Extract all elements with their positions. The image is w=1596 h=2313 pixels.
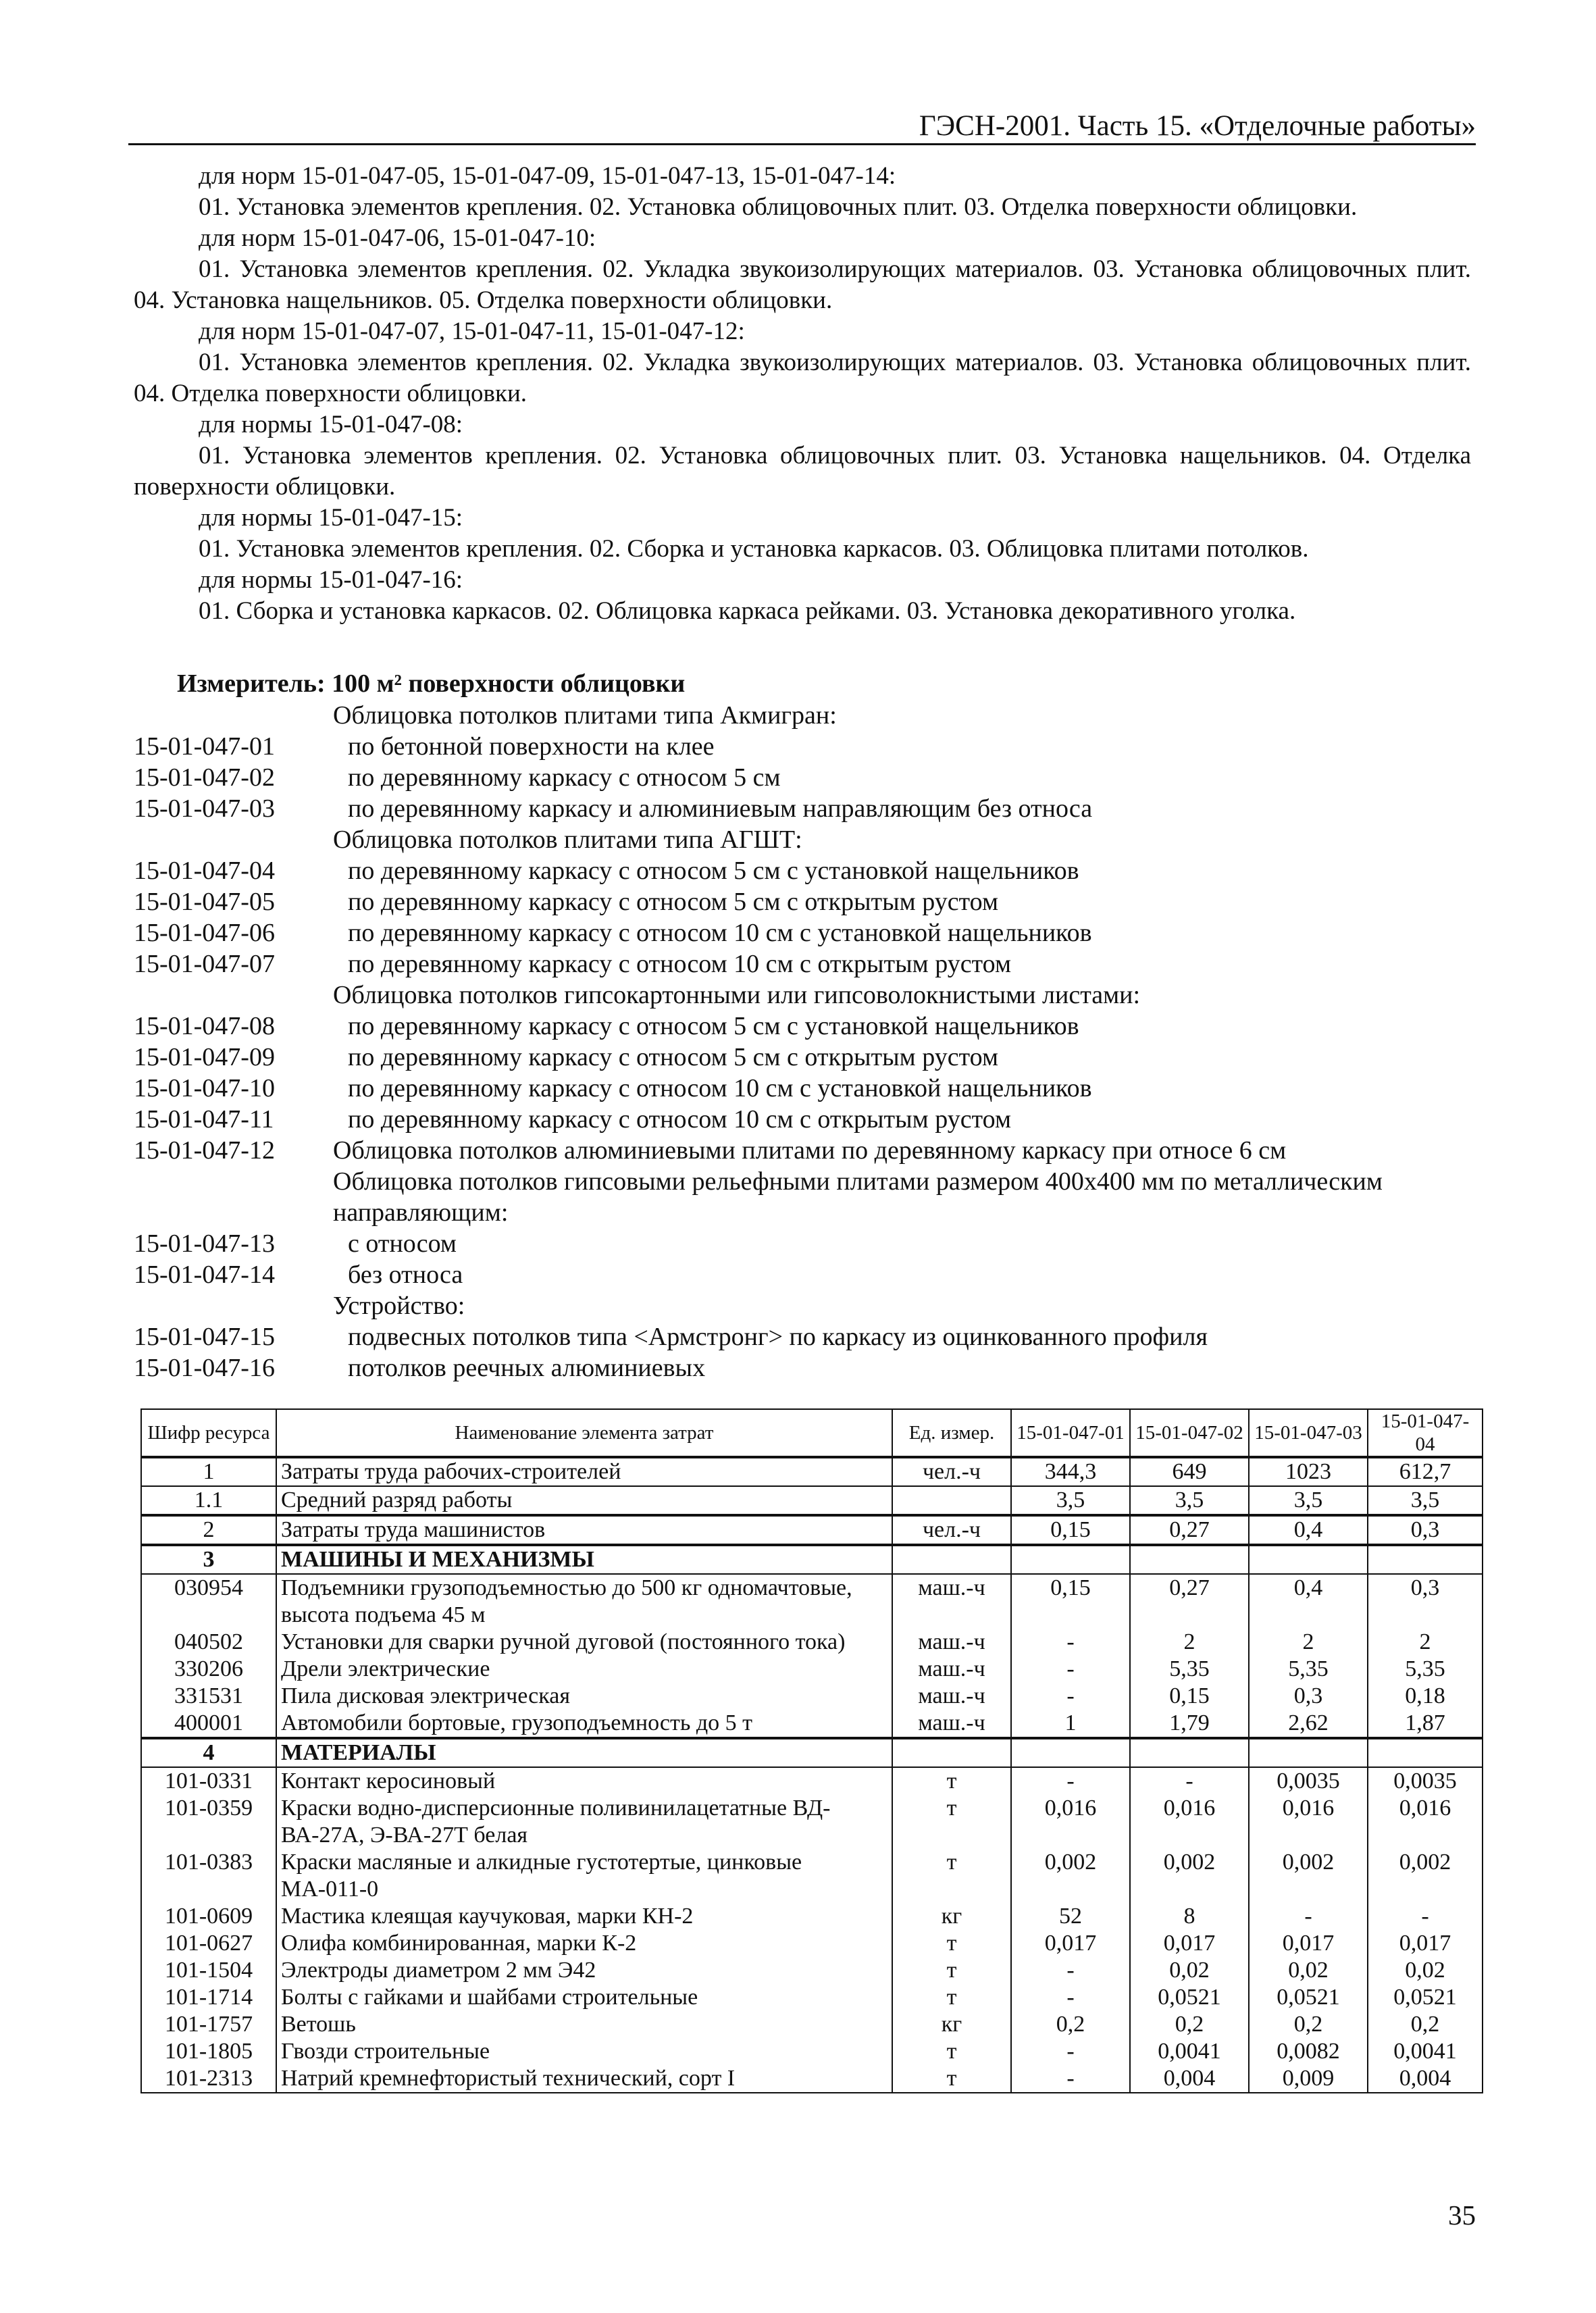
cell-value: 0,0035 — [1249, 1767, 1368, 1795]
cell-unit: т — [892, 1930, 1011, 1957]
norm-description: потолков реечных алюминиевых — [348, 1354, 706, 1382]
table-row — [141, 1795, 1483, 1849]
cell-value: 2,62 — [1249, 1710, 1368, 1738]
cell-resource-name: Электроды диаметром 2 мм Э42 — [276, 1957, 892, 1984]
measure-unit: Измеритель: 100 м² поверхности облицовки — [177, 669, 686, 698]
norm-row — [134, 886, 1481, 917]
cell-resource-code: 2 — [141, 1515, 276, 1545]
cell-resource-name: Ветошь — [276, 2011, 892, 2038]
norms-list — [134, 700, 1481, 1383]
norm-row — [134, 1104, 1481, 1135]
cell-unit: кг — [892, 1903, 1011, 1930]
cell-value: 0,0041 — [1130, 2038, 1249, 2065]
cell-value: 0,0521 — [1130, 1984, 1249, 2011]
norm-code: 15-01-047-16 — [134, 1354, 275, 1382]
cell-value: 0,017 — [1130, 1930, 1249, 1957]
norm-code: 15-01-047-09 — [134, 1043, 275, 1071]
cell-value: 0,016 — [1011, 1795, 1130, 1849]
cell-resource-code: 101-2313 — [141, 2065, 276, 2093]
cell-resource-name: Подъемники грузоподъемностью до 500 кг одномачтовые, высота подъема 45 м — [276, 1574, 892, 1629]
norm-description: Облицовка потолков плитами типа АГШТ: — [333, 825, 802, 854]
table-header-row — [141, 1409, 1483, 1457]
cell-value: 52 — [1011, 1903, 1130, 1930]
table-row — [141, 1656, 1483, 1683]
cell-value: 0,004 — [1130, 2065, 1249, 2093]
norm-row — [134, 1166, 1481, 1228]
norm-description: с относом — [348, 1229, 457, 1258]
cell-value — [1130, 1738, 1249, 1767]
cell-resource-name: Болты с гайками и шайбами строительные — [276, 1984, 892, 2011]
operations-text: 01. Установка элементов крепления. 02. Установка облицовочных плит. 03. Отделка поверхности облицовки. — [199, 193, 1358, 221]
cell-value: 0,0035 — [1368, 1767, 1483, 1795]
norm-code: 15-01-047-05 — [134, 888, 275, 916]
cell-value: 0,15 — [1011, 1515, 1130, 1545]
norm-description: подвесных потолков типа <Армстронг> по каркасу из оцинкованного профиля — [348, 1323, 1208, 1351]
cell-value: 1023 — [1249, 1457, 1368, 1486]
cell-value — [1130, 1545, 1249, 1574]
norm-description: по бетонной поверхности на клее — [348, 732, 715, 761]
cell-value: 0,2 — [1249, 2011, 1368, 2038]
header-cell-norm-04: 15-01-047-04 — [1368, 1409, 1483, 1457]
cell-value: 0,002 — [1130, 1849, 1249, 1903]
page-number: 35 — [1448, 2200, 1476, 2231]
cell-resource-code: 1.1 — [141, 1486, 276, 1515]
operations-text: 01. Установка элементов крепления. 02. Сборка и установка каркасов. 03. Облицовка плитами потолков. — [199, 535, 1309, 563]
cell-value: - — [1011, 1984, 1130, 2011]
table-row — [141, 2038, 1483, 2065]
cell-value: - — [1130, 1767, 1249, 1795]
cell-value — [1011, 1738, 1130, 1767]
norm-code — [134, 700, 333, 731]
cell-resource-name: Контакт керосиновый — [276, 1767, 892, 1795]
cell-value: 0,2 — [1011, 2011, 1130, 2038]
cell-value: 3,5 — [1249, 1486, 1368, 1515]
norm-code — [134, 1166, 333, 1228]
table-row — [141, 1984, 1483, 2011]
norm-code: 15-01-047-06 — [134, 919, 275, 947]
norm-description: Устройство: — [333, 1292, 465, 1320]
cell-value: - — [1011, 2065, 1130, 2093]
cell-value: 0,3 — [1368, 1515, 1483, 1545]
table-row — [141, 2065, 1483, 2093]
cell-resource-name: Дрели электрические — [276, 1656, 892, 1683]
cell-unit: т — [892, 1957, 1011, 1984]
cell-unit — [892, 1486, 1011, 1515]
cell-value: - — [1011, 1683, 1130, 1710]
cell-value: - — [1011, 1629, 1130, 1656]
cell-unit — [892, 1738, 1011, 1767]
cell-value: 0,002 — [1011, 1849, 1130, 1903]
cell-resource-name: Автомобили бортовые, грузоподъемность до 5 т — [276, 1710, 892, 1738]
cell-unit: чел.-ч — [892, 1515, 1011, 1545]
norm-group-heading: для норм 15-01-047-05, 15-01-047-09, 15-01-047-13, 15-01-047-14: — [199, 162, 896, 190]
norm-code: 15-01-047-15 — [134, 1323, 275, 1351]
cell-resource-name: Пила дисковая электрическая — [276, 1683, 892, 1710]
norm-row — [134, 793, 1481, 824]
cell-resource-code: 4 — [141, 1738, 276, 1767]
cell-resource-name: Краски масляные и алкидные густотертые, цинковые МА-011-0 — [276, 1849, 892, 1903]
header-cell-code: Шифр ресурса — [141, 1409, 276, 1457]
norm-row — [134, 917, 1481, 948]
cell-value: 0,27 — [1130, 1515, 1249, 1545]
table-row — [141, 1574, 1483, 1629]
cell-value: 612,7 — [1368, 1457, 1483, 1486]
header-cell-norm-01: 15-01-047-01 — [1011, 1409, 1130, 1457]
cell-value: - — [1368, 1903, 1483, 1930]
cell-unit: т — [892, 2038, 1011, 2065]
cell-value: 0,016 — [1130, 1795, 1249, 1849]
norm-code: 15-01-047-11 — [134, 1105, 274, 1134]
table-row — [141, 1545, 1483, 1574]
cell-value: 0,02 — [1130, 1957, 1249, 1984]
cell-value: 0,0082 — [1249, 2038, 1368, 2065]
norm-description: по деревянному каркасу и алюминиевым направляющим без относа — [348, 794, 1093, 823]
norm-row — [134, 1259, 1481, 1290]
cell-value — [1249, 1738, 1368, 1767]
cell-unit: т — [892, 2065, 1011, 2093]
resource-table — [140, 1408, 1483, 2093]
cell-resource-name: Краски водно-дисперсионные поливинилацетатные ВД-ВА-27А, Э-ВА-27Т белая — [276, 1795, 892, 1849]
cell-value: - — [1011, 1957, 1130, 1984]
norm-code: 15-01-047-01 — [134, 732, 275, 761]
cell-value: 2 — [1368, 1629, 1483, 1656]
cell-value: 0,009 — [1249, 2065, 1368, 2093]
table-row — [141, 1903, 1483, 1930]
operations-text: 01. Сборка и установка каркасов. 02. Облицовка каркаса рейками. 03. Установка декоративного уголка. — [199, 597, 1296, 625]
cell-unit: маш.-ч — [892, 1574, 1011, 1629]
cell-value — [1011, 1545, 1130, 1574]
cell-unit: маш.-ч — [892, 1629, 1011, 1656]
cell-value: 0,0521 — [1249, 1984, 1368, 2011]
cell-resource-name: Затраты труда рабочих-строителей — [276, 1457, 892, 1486]
norm-description: по деревянному каркасу с относом 5 см с открытым рустом — [348, 1043, 998, 1071]
cell-resource-name: Гвозди строительные — [276, 2038, 892, 2065]
cell-value: 5,35 — [1249, 1656, 1368, 1683]
cell-unit: чел.-ч — [892, 1457, 1011, 1486]
norm-code: 15-01-047-13 — [134, 1229, 275, 1258]
cell-unit: т — [892, 1767, 1011, 1795]
header-cell-unit: Ед. измер. — [892, 1409, 1011, 1457]
norm-description: по деревянному каркасу с относом 5 см с установкой нащельников — [348, 857, 1079, 885]
cell-value: 0,017 — [1249, 1930, 1368, 1957]
table-row — [141, 1738, 1483, 1767]
table-row — [141, 1957, 1483, 1984]
cell-value: 344,3 — [1011, 1457, 1130, 1486]
cell-unit: маш.-ч — [892, 1683, 1011, 1710]
cell-value: 3,5 — [1130, 1486, 1249, 1515]
norm-description: по деревянному каркасу с относом 10 см с установкой нащельников — [348, 1074, 1092, 1102]
norm-row — [134, 1228, 1481, 1259]
cell-value: 0,3 — [1249, 1683, 1368, 1710]
cell-value: 8 — [1130, 1903, 1249, 1930]
table-row — [141, 1629, 1483, 1656]
header-cell-norm-03: 15-01-047-03 — [1249, 1409, 1368, 1457]
cell-value — [1368, 1738, 1483, 1767]
norm-code — [134, 824, 333, 855]
cell-value: 0,017 — [1368, 1930, 1483, 1957]
norm-row — [134, 980, 1481, 1011]
norm-row — [134, 1321, 1481, 1352]
cell-value: - — [1249, 1903, 1368, 1930]
table-row — [141, 1767, 1483, 1795]
cell-resource-code: 101-0383 — [141, 1849, 276, 1903]
page-header — [128, 107, 1476, 145]
norm-description: по деревянному каркасу с относом 5 см с установкой нащельников — [348, 1012, 1079, 1040]
cell-value — [1368, 1545, 1483, 1574]
norm-code: 15-01-047-04 — [134, 857, 275, 885]
cell-value: 0,3 — [1368, 1574, 1483, 1629]
norm-description: без относа — [348, 1261, 463, 1289]
cell-resource-code: 101-1504 — [141, 1957, 276, 1984]
norm-row — [134, 824, 1481, 855]
norm-code — [134, 980, 333, 1011]
cell-value: - — [1011, 1656, 1130, 1683]
cell-value: 0,004 — [1368, 2065, 1483, 2093]
cell-value: 1 — [1011, 1710, 1130, 1738]
cell-resource-name: Олифа комбинированная, марки К-2 — [276, 1930, 892, 1957]
norm-code: 15-01-047-07 — [134, 950, 275, 978]
norm-row — [134, 1352, 1481, 1383]
cell-resource-code: 331531 — [141, 1683, 276, 1710]
cell-value: 0,18 — [1368, 1683, 1483, 1710]
cell-resource-name: Натрий кремнефтористый технический, сорт I — [276, 2065, 892, 2093]
cell-value: - — [1011, 1767, 1130, 1795]
norm-group-heading: для нормы 15-01-047-15: — [199, 504, 463, 532]
cell-unit: маш.-ч — [892, 1656, 1011, 1683]
norm-row — [134, 731, 1481, 762]
norm-row — [134, 948, 1481, 980]
cell-unit: кг — [892, 2011, 1011, 2038]
norm-row — [134, 1290, 1481, 1321]
norm-description: по деревянному каркасу с относом 10 см с открытым рустом — [348, 950, 1011, 978]
cell-resource-name: МАШИНЫ И МЕХАНИЗМЫ — [276, 1545, 892, 1574]
norm-group-heading: для норм 15-01-047-07, 15-01-047-11, 15-01-047-12: — [199, 317, 745, 345]
table-row — [141, 1486, 1483, 1515]
cell-value: 0,2 — [1368, 2011, 1483, 2038]
cell-value: 5,35 — [1368, 1656, 1483, 1683]
cell-resource-code: 101-1757 — [141, 2011, 276, 2038]
table-row — [141, 1457, 1483, 1486]
norm-description: по деревянному каркасу с относом 5 см с открытым рустом — [348, 888, 998, 916]
cell-value: 2 — [1249, 1629, 1368, 1656]
cell-resource-code: 101-1714 — [141, 1984, 276, 2011]
cell-value: 0,017 — [1011, 1930, 1130, 1957]
cell-unit: т — [892, 1795, 1011, 1849]
cell-value: 3,5 — [1011, 1486, 1130, 1515]
norm-group-heading: для норм 15-01-047-06, 15-01-047-10: — [199, 224, 596, 252]
cell-value: 0,002 — [1249, 1849, 1368, 1903]
norm-group-heading: для нормы 15-01-047-16: — [199, 566, 463, 594]
cell-resource-code: 030954 — [141, 1574, 276, 1629]
norm-row — [134, 1011, 1481, 1042]
cell-value: 0,15 — [1011, 1574, 1130, 1629]
norm-code: 15-01-047-10 — [134, 1074, 275, 1102]
norm-group-heading: для нормы 15-01-047-08: — [199, 411, 463, 438]
table-row — [141, 1515, 1483, 1545]
norm-code: 15-01-047-08 — [134, 1012, 275, 1040]
cell-resource-name: МАТЕРИАЛЫ — [276, 1738, 892, 1767]
norm-description: Облицовка потолков гипсокартонными или гипсоволокнистыми листами: — [333, 981, 1141, 1009]
norm-row — [134, 762, 1481, 793]
cell-value: 0,016 — [1368, 1795, 1483, 1849]
cell-unit: т — [892, 1849, 1011, 1903]
operations-composition — [134, 161, 1471, 627]
cell-resource-code: 040502 — [141, 1629, 276, 1656]
cell-value: 0,15 — [1130, 1683, 1249, 1710]
cell-value: 0,27 — [1130, 1574, 1249, 1629]
cell-resource-code: 101-0609 — [141, 1903, 276, 1930]
cell-unit — [892, 1545, 1011, 1574]
cell-value: 649 — [1130, 1457, 1249, 1486]
cell-value: 0,002 — [1368, 1849, 1483, 1903]
cell-value: 0,0521 — [1368, 1984, 1483, 2011]
cell-value: 0,0041 — [1368, 2038, 1483, 2065]
norm-code — [134, 1290, 333, 1321]
cell-unit: т — [892, 1984, 1011, 2011]
norm-description: Облицовка потолков плитами типа Акмигран: — [333, 701, 837, 730]
cell-resource-name: Установки для сварки ручной дуговой (постоянного тока) — [276, 1629, 892, 1656]
cell-resource-name: Средний разряд работы — [276, 1486, 892, 1515]
cell-resource-code: 101-0359 — [141, 1795, 276, 1849]
operations-text: 01. Установка элементов крепления. 02. Укладка звукоизолирующих материалов. 03. Установка облицовочных плит. 04. Отделка поверхности облицовки. — [134, 349, 1471, 407]
cell-resource-name: Мастика клеящая каучуковая, марки КН-2 — [276, 1903, 892, 1930]
cell-unit: маш.-ч — [892, 1710, 1011, 1738]
cell-value: 3,5 — [1368, 1486, 1483, 1515]
table-row — [141, 1710, 1483, 1738]
table-row — [141, 1930, 1483, 1957]
cell-value: 0,4 — [1249, 1515, 1368, 1545]
norm-row — [134, 700, 1481, 731]
norm-code: 15-01-047-03 — [134, 794, 275, 823]
norm-description: по деревянному каркасу с относом 10 см с открытым рустом — [348, 1105, 1011, 1134]
header-cell-norm-02: 15-01-047-02 — [1130, 1409, 1249, 1457]
cell-resource-code: 101-0627 — [141, 1930, 276, 1957]
cell-resource-code: 3 — [141, 1545, 276, 1574]
table-row — [141, 1849, 1483, 1903]
header-cell-name: Наименование элемента затрат — [276, 1409, 892, 1457]
cell-value: 0,02 — [1249, 1957, 1368, 1984]
cell-value: 5,35 — [1130, 1656, 1249, 1683]
cell-value: 0,4 — [1249, 1574, 1368, 1629]
cell-value: 2 — [1130, 1629, 1249, 1656]
norm-row — [134, 1042, 1481, 1073]
cell-resource-code: 1 — [141, 1457, 276, 1486]
operations-text: 01. Установка элементов крепления. 02. Укладка звукоизолирующих материалов. 03. Установка облицовочных плит. 04. Установка нащельников. 05. Отделка поверхности облицовки. — [134, 255, 1471, 314]
norm-row — [134, 1135, 1481, 1166]
cell-resource-code: 400001 — [141, 1710, 276, 1738]
cell-value — [1249, 1545, 1368, 1574]
header-title: ГЭСН-2001. Часть 15. «Отделочные работы» — [919, 110, 1476, 142]
norm-description: по деревянному каркасу с относом 10 см с установкой нащельников — [348, 919, 1092, 947]
cell-resource-code: 101-1805 — [141, 2038, 276, 2065]
table-body — [141, 1457, 1483, 2093]
cell-value: 1,79 — [1130, 1710, 1249, 1738]
cell-value: 1,87 — [1368, 1710, 1483, 1738]
norm-code: 15-01-047-14 — [134, 1261, 275, 1289]
operations-text: 01. Установка элементов крепления. 02. Установка облицовочных плит. 03. Установка нащельников. 04. Отделка поверхности облицовки. — [134, 442, 1471, 501]
norm-description: Облицовка потолков гипсовыми рельефными плитами размером 400х400 мм по металлическим направляющим: — [333, 1167, 1383, 1227]
norm-row — [134, 1073, 1481, 1104]
cell-value: 0,2 — [1130, 2011, 1249, 2038]
norm-code: 15-01-047-02 — [134, 763, 275, 792]
cell-resource-name: Затраты труда машинистов — [276, 1515, 892, 1545]
norm-description: Облицовка потолков алюминиевыми плитами по деревянному каркасу при относе 6 см — [333, 1136, 1287, 1165]
cell-value: - — [1011, 2038, 1130, 2065]
cell-value: 0,02 — [1368, 1957, 1483, 1984]
table-row — [141, 1683, 1483, 1710]
cell-resource-code: 101-0331 — [141, 1767, 276, 1795]
norm-code: 15-01-047-12 — [134, 1136, 275, 1165]
cell-resource-code: 330206 — [141, 1656, 276, 1683]
norm-description: по деревянному каркасу с относом 5 см — [348, 763, 781, 792]
table-row — [141, 2011, 1483, 2038]
cell-value: 0,016 — [1249, 1795, 1368, 1849]
norm-row — [134, 855, 1481, 886]
